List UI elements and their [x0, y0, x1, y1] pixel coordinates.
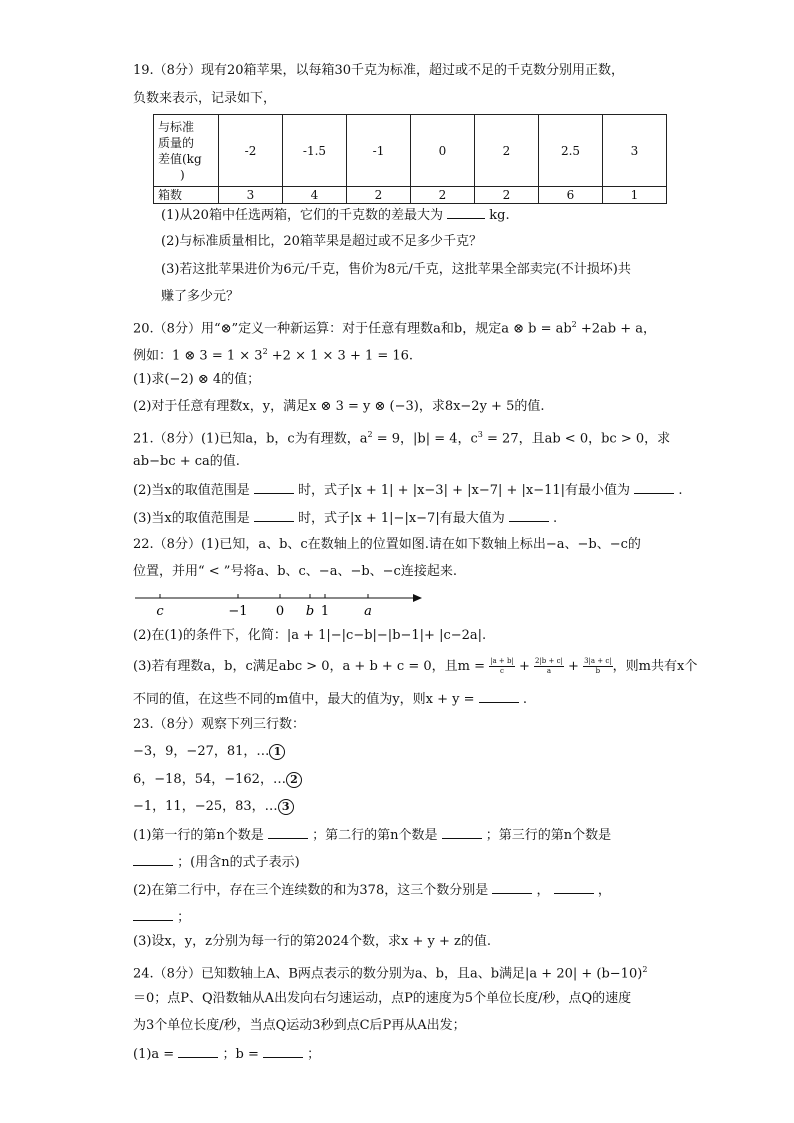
- label-b: b: [305, 604, 315, 619]
- table-cell: 2.5: [539, 115, 603, 187]
- q24-line1: 24.（8分）已知数轴上A、B两点表示的数分别为a、b，且a、b满足$|a + 20| + (b-10)^2$: [133, 965, 648, 982]
- table-cell: 2: [411, 187, 475, 204]
- q23-row3: −1，11，−25，83，… 3: [133, 798, 294, 816]
- table-cell: -2: [219, 115, 283, 187]
- answer-blank[interactable]: [447, 206, 485, 219]
- q23-part3: (3)设x，y，z分别为每一行的第2024个数，求x + y + z的值.: [133, 934, 491, 949]
- q19-line2: 负数来表示，记录如下，: [133, 91, 277, 106]
- answer-blank[interactable]: [634, 481, 674, 494]
- q21-line2: ab−bc + ca的值.: [133, 454, 240, 469]
- q23-part2-line2: ；: [133, 908, 190, 927]
- fraction: $\frac{|a + b|}{c}$: [490, 657, 514, 675]
- label-one: 1: [320, 604, 330, 619]
- table-cell: 3: [219, 187, 283, 204]
- circled-one-icon: 1: [269, 744, 285, 760]
- table-cell: 2: [475, 115, 539, 187]
- q20-part1: (1)求(−2) ⊗ 4的值；: [133, 372, 261, 387]
- table-cell: 0: [411, 115, 475, 187]
- q20-line2: 例如：1 ⊗ $3 = 1 \times 3^2 +2 \times 1 \times 3 + 1 = 16$.: [133, 347, 414, 364]
- answer-blank[interactable]: [178, 1045, 218, 1058]
- circled-three-icon: 3: [278, 799, 294, 815]
- q22-part3-line2: 不同的值，在这些不同的m值中，最大的值为y，则x + y = .: [133, 692, 527, 707]
- table-cell: 3: [603, 115, 667, 187]
- fraction: $\frac{2|b + c|}{a}$: [535, 657, 563, 675]
- fraction: $\frac{3|a + c|}{b}$: [584, 657, 612, 675]
- table-cell: 4: [283, 187, 347, 204]
- answer-blank[interactable]: [554, 881, 594, 894]
- q19-part3-line1: (3)若这批苹果进价为6元/千克，售价为8元/千克，这批苹果全部卖完(不计损坏)共: [161, 262, 631, 277]
- q19-line1: 19.（8分）现有20箱苹果，以每箱30千克为标准，超过或不足的千克数分别用正数，: [133, 63, 625, 78]
- answer-blank[interactable]: [479, 690, 519, 703]
- q21-part2: (2)当x的取值范围是 时，式子|x + 1| + |x−3| + |x−7| + |x−11|有最小值为 .: [133, 483, 683, 498]
- answer-blank[interactable]: [509, 509, 549, 522]
- q23-part1-line2: ；(用含n的式子表示): [133, 853, 300, 872]
- q19-part1: (1)从20箱中任选两箱，它们的千克数的差最大为 kg.: [161, 208, 510, 223]
- label-a: a: [364, 604, 372, 619]
- answer-blank[interactable]: [254, 509, 294, 522]
- q20-line1: 20.（8分）用“⊗”定义一种新运算：对于任意有理数a和b，规定a ⊗ $b = ab^2 +2ab + a$，: [133, 320, 657, 337]
- q22-line1: 22.（8分）(1)已知，a、b、c在数轴上的位置如图.请在如下数轴上标出−a、−b、−c的: [133, 537, 641, 552]
- q23-row2: 6，−18，54，−162，… 2: [133, 771, 302, 789]
- label-zero: 0: [275, 604, 285, 619]
- table-cell: -1.5: [283, 115, 347, 187]
- answer-blank[interactable]: [263, 1045, 303, 1058]
- answer-blank[interactable]: [254, 481, 294, 494]
- table-header-diff: 与标准 质量的 差值(kg ): [154, 115, 219, 187]
- answer-blank[interactable]: [133, 853, 173, 866]
- table-header-count: 箱数: [154, 187, 219, 204]
- q22-part3-line1: (3)若有理数a，b，c满足abc > 0，a + b + c = 0，且m = $\frac{|a + b|}{c}$ + $\frac{2|b + c|}{a}$ + $\frac{3|a + c|}{b}$ ，则m共有x个: [133, 657, 698, 675]
- table-cell: -1: [347, 115, 411, 187]
- label-c: c: [156, 604, 164, 619]
- q20-part2: (2)对于任意有理数x，y，满足x ⊗ 3 = y ⊗ (−3)，求8x−2y + 5的值.: [133, 399, 545, 414]
- table-cell: 1: [603, 187, 667, 204]
- number-line: [130, 588, 430, 620]
- q19-part2: (2)与标准质量相比，20箱苹果是超过或不足多少千克？: [161, 234, 482, 249]
- q23-row1: −3，9，−27，81，… 1: [133, 743, 285, 761]
- q23-line1: 23.（8分）观察下列三行数：: [133, 717, 305, 732]
- q24-line3: 为3个单位长度/秒，当点Q运动3秒到点C后P再从A出发；: [133, 1018, 466, 1033]
- q24-line2: ＝0；点P、Q沿数轴从A出发向右匀速运动，点P的速度为5个单位长度/秒，点Q的速度: [133, 991, 632, 1006]
- table-cell: 6: [539, 187, 603, 204]
- answer-blank[interactable]: [442, 826, 482, 839]
- label-minus-one: −1: [228, 604, 248, 619]
- q19-part3-line2: 赚了多少元？: [161, 289, 240, 304]
- q19-table: [153, 114, 667, 204]
- table-cell: 2: [475, 187, 539, 204]
- q22-line2: 位置，并用“ < ”号将a、b、c、−a、−b、−c连接起来.: [133, 564, 457, 579]
- q22-part2: (2)在(1)的条件下，化简：|a + 1|−|c−b|−|b−1|+ |c−2a|.: [133, 628, 487, 643]
- arrow-icon: [413, 594, 422, 602]
- answer-blank[interactable]: [492, 881, 532, 894]
- q21-part3: (3)当x的取值范围是 时，式子|x + 1|−|x−7|有最大值为 .: [133, 511, 558, 526]
- answer-blank[interactable]: [133, 908, 173, 921]
- answer-blank[interactable]: [268, 826, 308, 839]
- q23-part2-line1: (2)在第二行中，存在三个连续数的和为378，这三个数分别是 ， ，: [133, 883, 611, 898]
- table-cell: 2: [347, 187, 411, 204]
- q21-line1: 21.（8分）(1)已知a，b，c为有理数，$a^2 = 9$，|b| = 4，$c^3 = 27$，且ab < 0，bc > 0，求: [133, 430, 671, 447]
- q23-part1-line1: (1)第一行的第n个数是 ；第二行的第n个数是 ；第三行的第n个数是: [133, 828, 612, 843]
- circled-two-icon: 2: [286, 772, 302, 788]
- q24-part1: (1)a = ；b = ；: [133, 1047, 321, 1062]
